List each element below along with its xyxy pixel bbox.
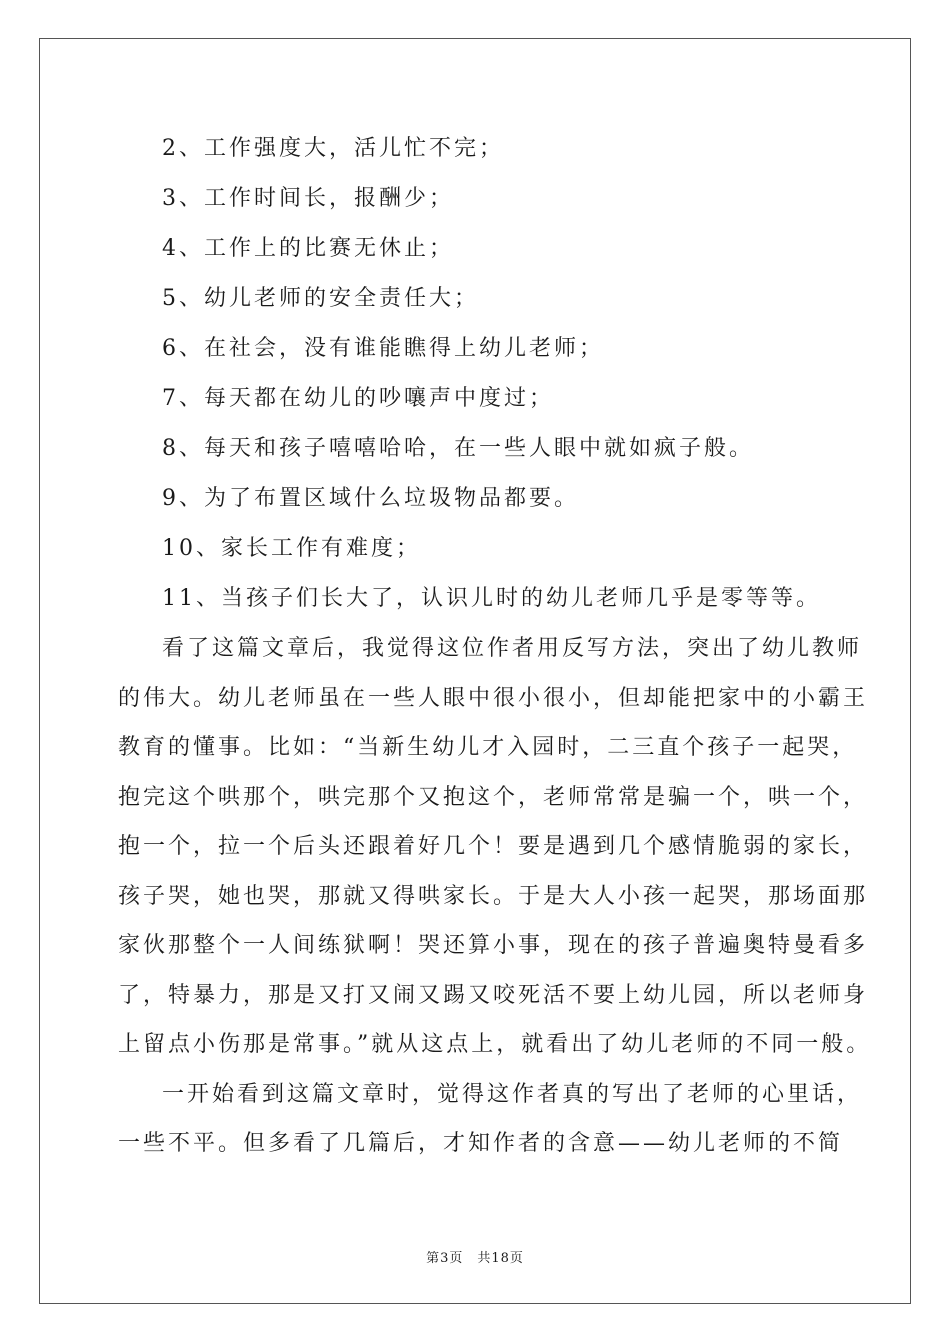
list-item: 11、当孩子们长大了，认识儿时的幼儿老师几乎是零等等。 [162,586,821,611]
paragraph-line: 看了这篇文章后，我觉得这位作者用反写方法，突出了幼儿教师 [162,636,863,661]
document-body [118,124,872,1169]
total-page-count: 共18页 [477,1251,524,1266]
current-page-number: 第3页 [426,1251,464,1266]
paragraph-line: 抱一个，拉一个后头还跟着好几个！要是遇到几个感情脆弱的家长， [118,834,869,859]
paragraph-line: 家伙那整个一人间练狱啊！哭还算小事，现在的孩子普遍奥特曼看多 [118,933,869,958]
paragraph-line: 抱完这个哄那个，哄完那个又抱这个，老师常常是骗一个，哄一个， [118,784,869,810]
page-footer [0,1247,950,1266]
list-item: 5、幼儿老师的安全责任大； [162,286,479,311]
paragraph-line: 教育的懂事。比如：“当新生幼儿才入园时，二三直个孩子一起哭， [118,735,858,760]
list-item: 7、每天都在幼儿的吵嚷声中度过； [162,386,554,411]
list-item: 8、每天和孩子嘻嘻哈哈，在一些人眼中就如疯子般。 [162,436,754,461]
list-item: 2、工作强度大，活儿忙不完； [162,136,504,161]
list-item: 4、工作上的比赛无休止； [162,236,454,261]
paragraph-line: 一些不平。但多看了几篇后，才知作者的含意——幼儿老师的不简 [118,1131,844,1156]
list-item: 10、家长工作有难度； [162,536,421,561]
paragraph-line: 上留点小伤那是常事。”就从这点上，就看出了幼儿老师的不同一般。 [118,1032,872,1057]
list-item: 9、为了布置区域什么垃圾物品都要。 [162,486,579,511]
paragraph-reflection [118,1070,863,1169]
paragraph-line: 孩子哭，她也哭，那就又得哄家长。于是大人小孩一起哭，那场面那 [118,883,869,909]
paragraph-review [118,624,872,1070]
list-item: 3、工作时间长，报酬少； [162,186,454,211]
list-item: 6、在社会，没有谁能瞧得上幼儿老师； [162,336,604,361]
paragraph-line: 了，特暴力，那是又打又闹又踢又咬死活不要上幼儿园，所以老师身 [118,982,869,1008]
paragraph-line: 的伟大。幼儿老师虽在一些人眼中很小很小，但却能把家中的小霸王 [118,685,869,711]
paragraph-line: 一开始看到这篇文章时，觉得这作者真的写出了老师的心里话， [162,1081,863,1107]
